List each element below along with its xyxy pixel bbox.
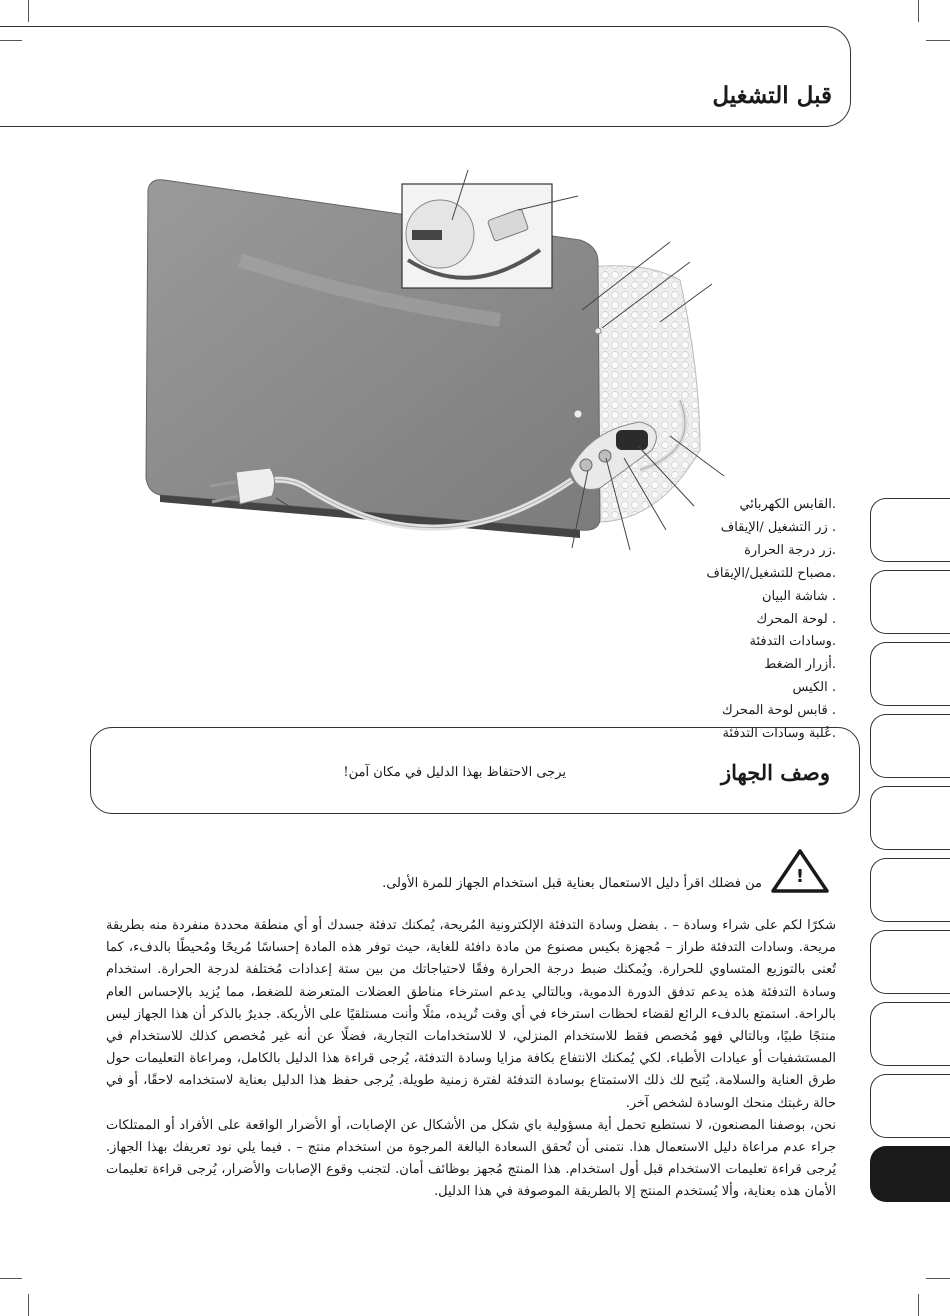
- side-tab[interactable]: [870, 786, 950, 850]
- list-item: . شاشة البيان: [761, 588, 836, 604]
- warning-symbol: !: [795, 866, 805, 887]
- crop-mark: [28, 0, 29, 22]
- side-tab-active[interactable]: [870, 1146, 950, 1202]
- intro-text: [106, 915, 836, 1204]
- crop-mark: [0, 1278, 22, 1279]
- side-tab[interactable]: [870, 498, 950, 562]
- crop-mark: [28, 1294, 29, 1316]
- intro-paragraph: نحن، بوصفنا المصنعون، لا نستطيع تحمل أية مسؤولية باي شكل من الأشكال عن الإصابات، أو الأضرار الواقعة على الأفراد أو الممتلكات جراء عدم مراعاة دليل الاستعمال هذا. نتمنى أن تُحقق السعادة البالغة المرجوة من استخدام منتج – . فيما يلي نود تعريفك بهذا الجهاز. يُرجى قراءة تعليمات الاستخدام قبل أول استخدام. هذا المنتج مُجهز بوظائف أمان. لتجنب وقوع الإصابات والأضرار، يُرجى قراءة تعليمات الأمان هذه بعناية، وألا يُستخدم المنتج إلا بالطريقة الموصوفة في هذا الدليل.: [106, 1117, 836, 1200]
- side-tab[interactable]: [870, 1074, 950, 1138]
- list-item: . الكيس: [792, 680, 836, 696]
- list-item: . زر التشغيل /الإيقاف: [720, 519, 836, 535]
- list-item: . قابس لوحة المحرك: [722, 703, 836, 719]
- crop-mark: [926, 1278, 950, 1279]
- header-frame: [0, 26, 851, 127]
- list-item: . لوحة المحرك: [756, 611, 836, 627]
- side-tab[interactable]: [870, 1002, 950, 1066]
- page-title: قبل التشغيل: [712, 82, 832, 109]
- side-tab[interactable]: [870, 858, 950, 922]
- crop-mark: [918, 0, 919, 22]
- intro-paragraph: شكرًا لكم على شراء وسادة – . بفضل وسادة التدفئة الإلكترونية المُريحة، يُمكنك تدفئة جسدك أو أي منطقة محددة منفردة منه بطريقة مريحة. وسادات التدفئة طراز – مُجهزة بكيس مصنوع من مادة دافئة للغاية، حيث توفر هذه المادة إحساسًا مُريحًا ومُحيطًا بالدفء، كما تُعنى بالتوزيع المتساوي للحرارة. ويُمكنك ضبط درجة الحرارة وفقًا لاحتياجاتك من بين ستة إعدادات مُختلفة لدرجة الحرارة. استخدام وسادة التدفئة هذه يدعم تدفق الدورة الدموية، وبالتالي يدعم استرخاء مناطق العضلات المتعرضة للضغط، مما يُزيد بالإحساس العام بالراحة. استمتع بالدفء الرائع لقضاء لحظات استرخاء في أي وقت تُريده، مثلًا وأنت مستلقيًا على الأريكة. جديرٌ بالذكر أن هذا الجهاز ليس منتجًا طبيًا، وبالتالي فهو مُخصص فقط للاستخدام المنزلي، لا للاستخدامات التجارية، فضلًا عن أنه غير مُخصص كذلك للاستخدام في المستشفيات أو عيادات الأطباء. لكي يُمكنك الانتفاع بكافة مزايا وسادة التدفئة، يُرجى قراءة هذا الدليل بالكامل، ومراعاة التعليمات حول طرق العناية والسلامة. يُتيح لك ذلك الاستمتاع بوسادة التدفئة لفترة زمنية طويلة. يُرجى حفظ هذا الدليل بعناية لاستخدامه لاحقًا، أو في حالة رغبتك منحك الوسادة لشخص آخر.: [106, 918, 836, 1111]
- parts-list: [516, 494, 836, 746]
- crop-mark: [926, 40, 950, 41]
- warning-text: من فضلك اقرأ دليل الاستعمال بعناية قبل استخدام الجهاز للمرة الأولى.: [382, 876, 762, 891]
- side-tab[interactable]: [870, 642, 950, 706]
- section-title: وصف الجهاز: [720, 760, 830, 785]
- keep-manual-note: يرجى الاحتفاظ بهذا الدليل في مكان آمن!: [343, 765, 566, 780]
- list-item: .زر درجة الحرارة: [744, 542, 836, 558]
- list-item: .القابس الكهربائي: [739, 497, 836, 512]
- side-tab[interactable]: [870, 930, 950, 994]
- crop-mark: [918, 1294, 919, 1316]
- list-item: .أزرار الضغط: [764, 657, 836, 673]
- side-tab[interactable]: [870, 714, 950, 778]
- list-item: .مصباح للتشغيل/الإيقاف: [706, 565, 836, 581]
- list-item: .وسادات التدفئة: [749, 634, 836, 650]
- list-item: .عُلبة وسادات التدفئة: [722, 726, 836, 742]
- side-tab[interactable]: [870, 570, 950, 634]
